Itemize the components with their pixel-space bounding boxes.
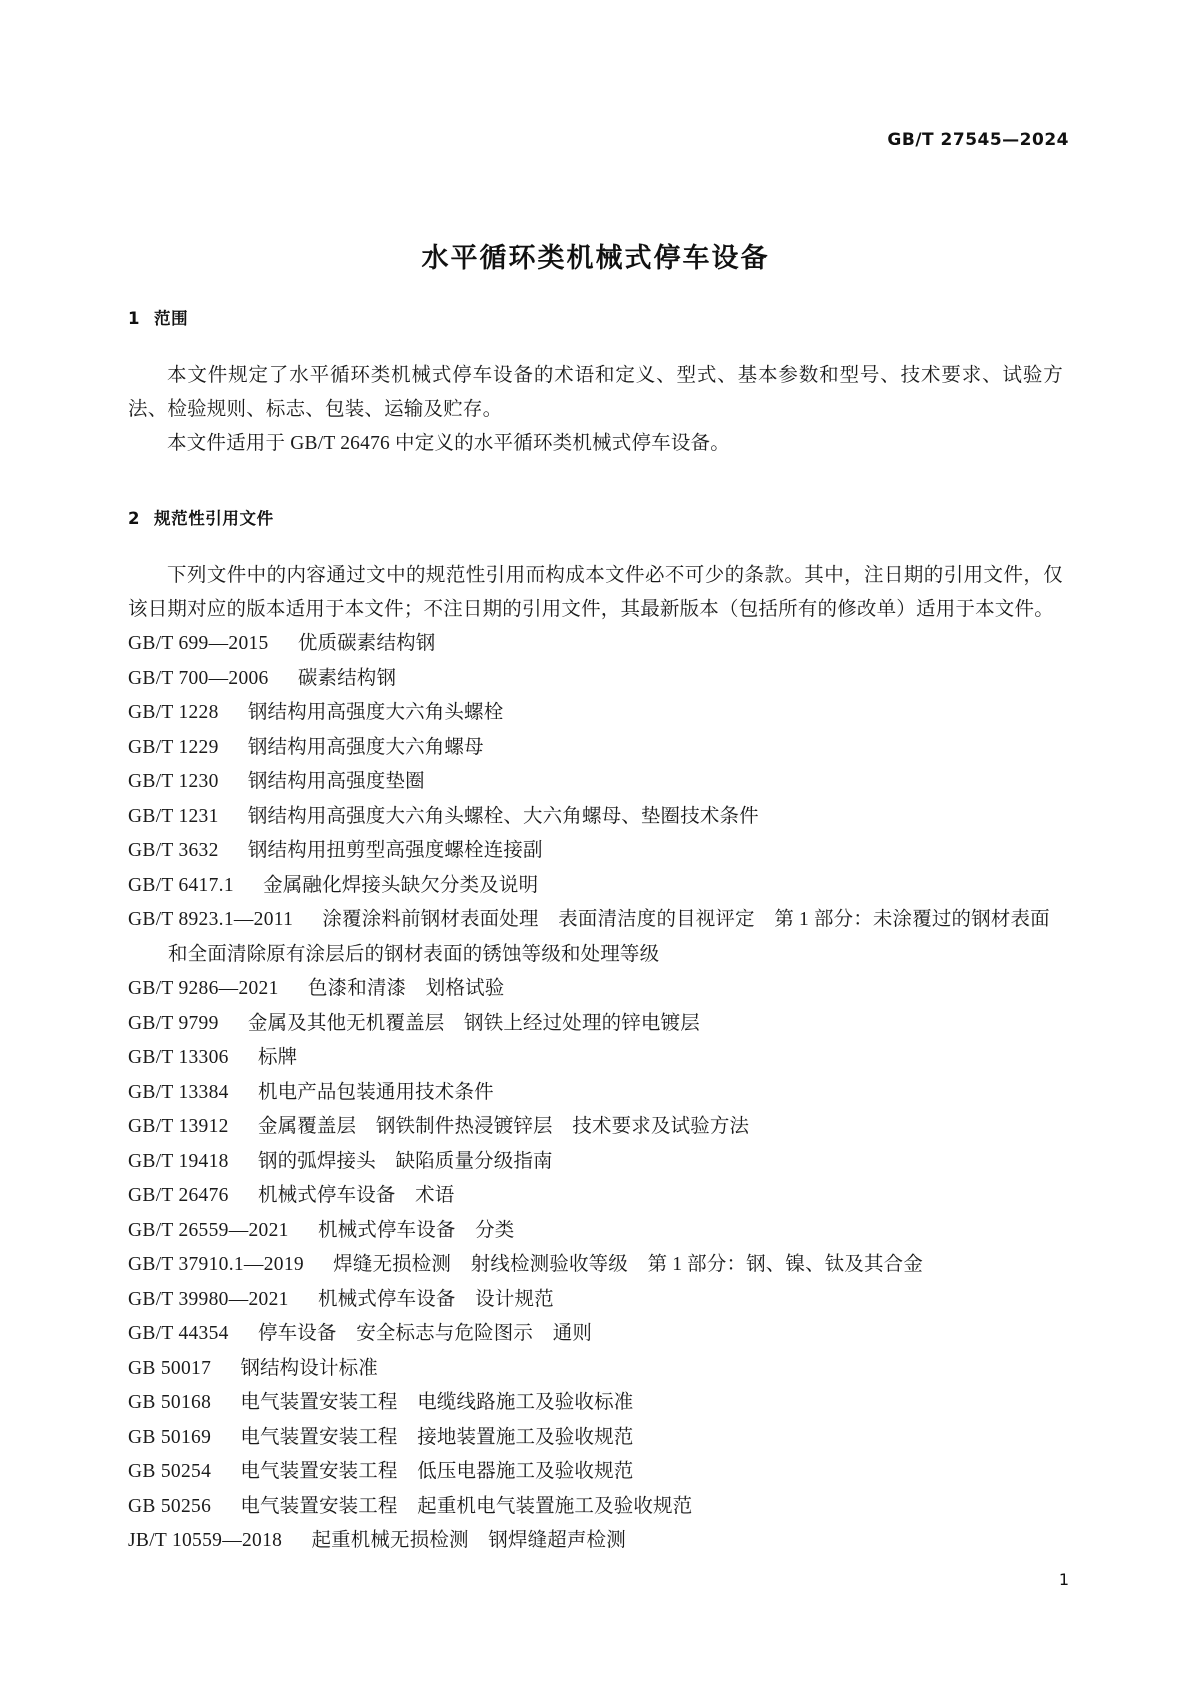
reference-title: 钢结构用扭剪型高强度螺栓连接副 bbox=[247, 840, 543, 861]
list-item bbox=[128, 1041, 1063, 1076]
reference-code: GB/T 9799 bbox=[128, 1012, 219, 1034]
reference-title: 碳素结构钢 bbox=[297, 667, 397, 689]
reference-code: GB 50169 bbox=[128, 1426, 212, 1448]
reference-code: GB 50256 bbox=[128, 1495, 212, 1517]
reference-title: 优质碳素结构钢 bbox=[297, 633, 436, 654]
document-body bbox=[128, 305, 1063, 1559]
list-item bbox=[128, 1352, 1063, 1387]
reference-code: GB/T 26559—2021 bbox=[128, 1219, 289, 1241]
reference-code: GB/T 8923.1—2011 bbox=[128, 909, 294, 930]
reference-code: GB/T 699—2015 bbox=[128, 633, 269, 654]
reference-code: GB/T 26476 bbox=[128, 1185, 229, 1206]
list-item bbox=[128, 972, 1063, 1007]
reference-code: GB/T 1228 bbox=[128, 702, 219, 723]
reference-title: 机械式停车设备 术语 bbox=[257, 1185, 455, 1206]
list-item bbox=[128, 1386, 1063, 1421]
reference-title: 标牌 bbox=[257, 1047, 298, 1068]
clause-2-label: 规范性引用文件 bbox=[154, 509, 274, 528]
reference-title: 机械式停车设备 设计规范 bbox=[317, 1288, 554, 1310]
list-item bbox=[128, 1007, 1063, 1042]
reference-title: 涂覆涂料前钢材表面处理 表面清洁度的目视评定 第 1 部分：未涂覆过的钢材表面和全面清除原有涂层后的钢材表面的锈蚀等级和处理等级 bbox=[167, 909, 1050, 965]
list-item bbox=[128, 1110, 1063, 1145]
reference-code: GB/T 44354 bbox=[128, 1323, 229, 1344]
list-item bbox=[128, 1283, 1063, 1318]
reference-code: GB/T 19418 bbox=[128, 1150, 229, 1172]
reference-code: GB/T 13384 bbox=[128, 1081, 229, 1103]
clause-heading-2 bbox=[128, 505, 1063, 529]
reference-title: 机械式停车设备 分类 bbox=[317, 1219, 515, 1241]
reference-title: 电气装置安装工程 低压电器施工及验收规范 bbox=[240, 1461, 634, 1482]
reference-code: JB/T 10559—2018 bbox=[128, 1530, 283, 1551]
list-item bbox=[128, 1317, 1063, 1352]
list-item bbox=[128, 1421, 1063, 1456]
reference-code: GB/T 3632 bbox=[128, 840, 219, 861]
reference-title: 钢的弧焊接头 缺陷质量分级指南 bbox=[257, 1150, 553, 1172]
reference-title: 金属覆盖层 钢铁制件热浸镀锌层 技术要求及试验方法 bbox=[257, 1116, 750, 1137]
list-item bbox=[128, 627, 1063, 662]
list-item bbox=[128, 696, 1063, 731]
reference-code: GB/T 700—2006 bbox=[128, 667, 269, 689]
reference-code: GB 50168 bbox=[128, 1392, 212, 1413]
reference-title: 金属融化焊接头缺欠分类及说明 bbox=[263, 874, 539, 896]
reference-title: 电气装置安装工程 电缆线路施工及验收标准 bbox=[240, 1392, 634, 1413]
reference-title: 色漆和清漆 划格试验 bbox=[307, 978, 505, 999]
clause-1-number: 1 bbox=[128, 309, 141, 328]
list-item bbox=[128, 1145, 1063, 1180]
list-item bbox=[128, 1179, 1063, 1214]
reference-title: 起重机械无损检测 钢焊缝超声检测 bbox=[311, 1530, 626, 1551]
reference-code: GB/T 39980—2021 bbox=[128, 1288, 289, 1310]
list-item bbox=[128, 903, 1063, 972]
reference-code: GB/T 13912 bbox=[128, 1116, 229, 1137]
scope-paragraph-2: 本文件适用于 GB/T 26476 中定义的水平循环类机械式停车设备。 bbox=[167, 433, 730, 454]
list-item bbox=[128, 1076, 1063, 1111]
reference-code: GB 50017 bbox=[128, 1357, 212, 1379]
reference-title: 机电产品包装通用技术条件 bbox=[257, 1081, 494, 1103]
reference-title: 电气装置安装工程 起重机电气装置施工及验收规范 bbox=[240, 1495, 693, 1517]
reference-title: 钢结构用高强度大六角头螺栓 bbox=[247, 702, 504, 723]
list-item bbox=[128, 869, 1063, 904]
reference-code: GB/T 9286—2021 bbox=[128, 978, 279, 999]
list-item bbox=[128, 1214, 1063, 1249]
list-item bbox=[128, 662, 1063, 697]
clause-heading-1 bbox=[128, 305, 1063, 329]
clause-1-label: 范围 bbox=[154, 309, 189, 328]
reference-title: 停车设备 安全标志与危险图示 通则 bbox=[257, 1323, 593, 1344]
list-item bbox=[128, 765, 1063, 800]
reference-title: 钢结构用高强度大六角头螺栓、大六角螺母、垫圈技术条件 bbox=[247, 805, 759, 827]
reference-title: 金属及其他无机覆盖层 钢铁上经过处理的锌电镀层 bbox=[247, 1012, 700, 1034]
reference-code: GB/T 6417.1 bbox=[128, 874, 234, 896]
list-item bbox=[128, 1490, 1063, 1525]
normative-reference-list bbox=[128, 627, 1063, 1559]
reference-code: GB/T 13306 bbox=[128, 1047, 229, 1068]
reference-title: 钢结构用高强度垫圈 bbox=[247, 771, 425, 792]
normative-intro-paragraph: 下列文件中的内容通过文中的规范性引用而构成本文件必不可少的条款。其中，注日期的引用文件，仅该日期对应的版本适用于本文件；不注日期的引用文件，其最新版本（包括所有的修改单）适用于本文件。 bbox=[128, 565, 1063, 620]
reference-code: GB/T 1231 bbox=[128, 805, 219, 827]
reference-code: GB/T 1230 bbox=[128, 771, 219, 792]
list-item bbox=[128, 731, 1063, 766]
reference-title: 钢结构设计标准 bbox=[240, 1357, 378, 1379]
list-item bbox=[128, 1455, 1063, 1490]
standard-code-header: GB/T 27545—2024 bbox=[887, 130, 1069, 150]
list-item bbox=[128, 834, 1063, 869]
reference-code: GB/T 37910.1—2019 bbox=[128, 1254, 304, 1275]
reference-title: 电气装置安装工程 接地装置施工及验收规范 bbox=[240, 1426, 634, 1448]
list-item bbox=[128, 800, 1063, 835]
clause-2-number: 2 bbox=[128, 509, 141, 528]
reference-code: GB/T 1229 bbox=[128, 736, 219, 758]
scope-paragraph-1: 本文件规定了水平循环类机械式停车设备的术语和定义、型式、基本参数和型号、技术要求、试验方法、检验规则、标志、包装、运输及贮存。 bbox=[128, 365, 1063, 420]
reference-title: 焊缝无损检测 射线检测验收等级 第 1 部分：钢、镍、钛及其合金 bbox=[333, 1254, 923, 1275]
page-title: 水平循环类机械式停车设备 bbox=[421, 243, 770, 275]
page-number: 1 bbox=[1058, 1570, 1069, 1589]
list-item bbox=[128, 1524, 1063, 1559]
reference-title: 钢结构用高强度大六角螺母 bbox=[247, 736, 484, 758]
list-item bbox=[128, 1248, 1063, 1283]
reference-code: GB 50254 bbox=[128, 1461, 212, 1482]
